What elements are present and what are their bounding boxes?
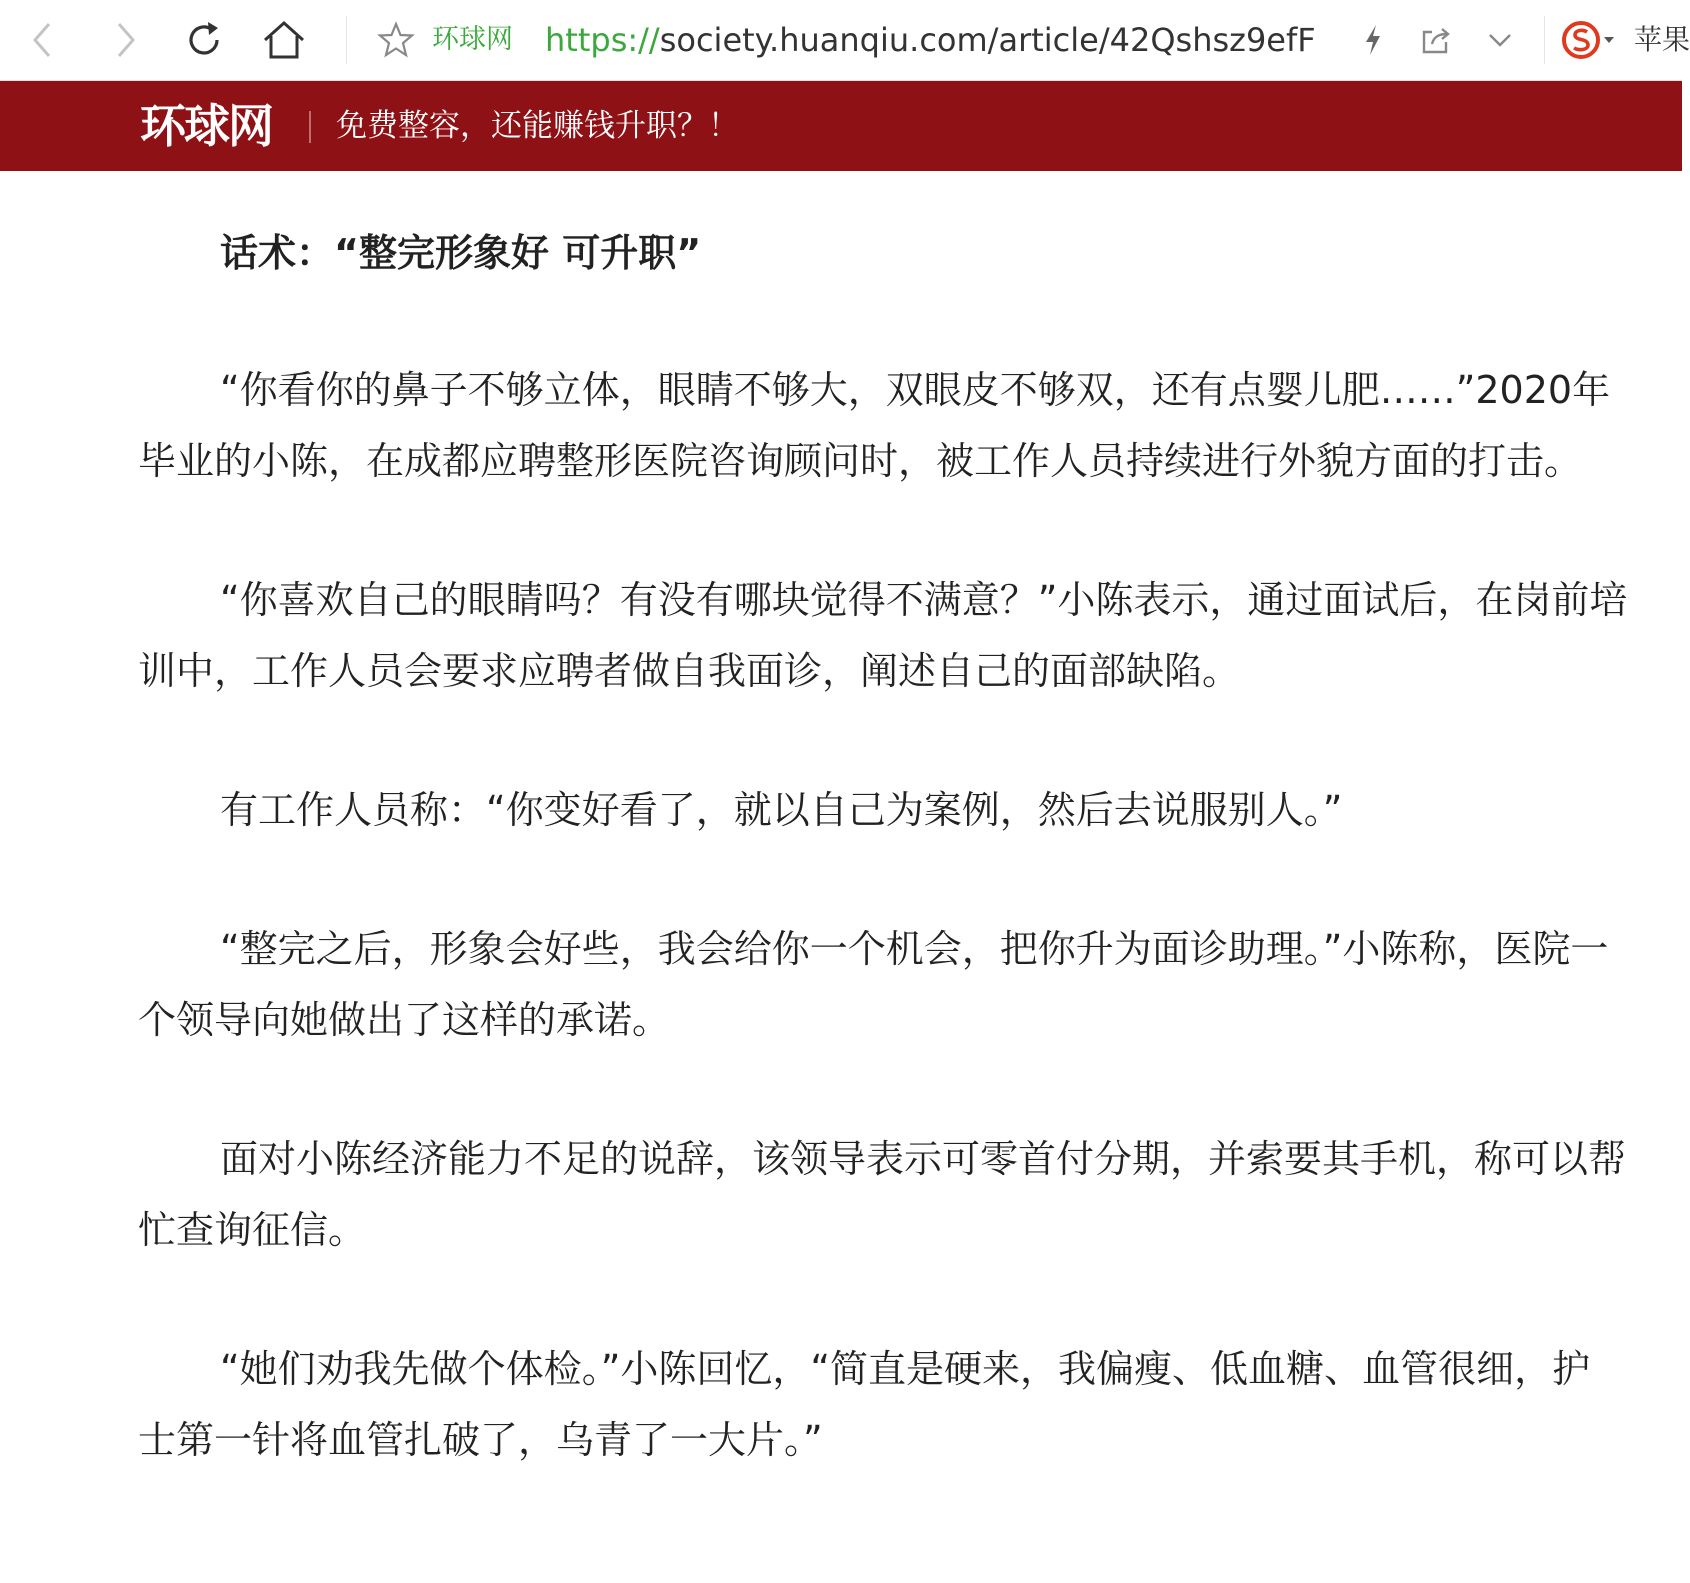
article-paragraph: “你喜欢自己的眼睛吗？有没有哪块觉得不满意？”小陈表示，通过面试后，在岗前培训中，工作人员会要求应聘者做自我面诊，阐述自己的面部缺陷。	[138, 578, 1628, 693]
share-icon[interactable]	[1418, 14, 1454, 66]
site-logo[interactable]: 环球网	[140, 99, 272, 153]
header-title: 免费整容，还能赚钱升职？！	[336, 108, 739, 144]
header-divider	[309, 111, 311, 143]
bookmark-star-icon[interactable]	[376, 14, 416, 66]
article-body	[138, 200, 1628, 1476]
home-icon[interactable]	[260, 14, 308, 66]
article-paragraph: “她们劝我先做个体检。”小陈回忆，“简直是硬来，我偏瘦、低血糖、血管很细，护士第一针将血管扎破了，乌青了一大片。”	[138, 1347, 1591, 1462]
url-bar[interactable]	[545, 0, 1316, 80]
url-scheme: https://	[545, 21, 660, 59]
site-tag: 环球网	[432, 24, 513, 55]
bookmark-label[interactable]: 苹果	[1634, 23, 1690, 56]
site-header	[0, 81, 1682, 171]
sogou-icon[interactable]	[1558, 14, 1622, 66]
reload-icon[interactable]	[182, 14, 226, 66]
back-icon[interactable]	[22, 14, 62, 66]
forward-icon[interactable]	[106, 14, 146, 66]
lightning-icon[interactable]	[1356, 14, 1390, 66]
article-paragraph: “整完之后，形象会好些，我会给你一个机会，把你升为面诊助理。”小陈称，医院一个领导向她做出了这样的承诺。	[138, 927, 1609, 1042]
article-paragraph: “你看你的鼻子不够立体，眼睛不够大，双眼皮不够双，还有点婴儿肥……”2020年毕业的小陈，在成都应聘整形医院咨询顾问时，被工作人员持续进行外貌方面的打击。	[138, 368, 1611, 483]
url-path: society.huanqiu.com/article/42Qshsz9efF	[659, 21, 1316, 59]
article-paragraph: 有工作人员称：“你变好看了，就以自己为案例，然后去说服别人。”	[220, 788, 1343, 832]
article-subheading: 话术：“整完形象好 可升职”	[220, 231, 702, 275]
article-paragraph: 面对小陈经济能力不足的说辞，该领导表示可零首付分期，并索要其手机，称可以帮忙查询征信。	[138, 1137, 1627, 1252]
chevron-down-icon[interactable]	[1482, 14, 1518, 66]
browser-toolbar	[0, 0, 1690, 81]
